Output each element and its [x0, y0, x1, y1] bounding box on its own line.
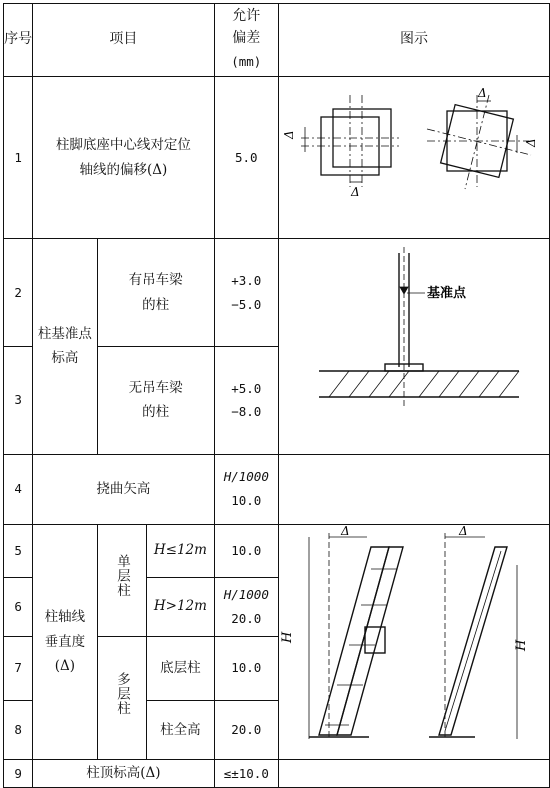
single-layer-label: 单层柱 — [114, 554, 131, 598]
header-tolerance-unit: (mm) — [231, 53, 262, 69]
row1-item-line1: 柱脚底座中心线对定位 — [55, 137, 191, 154]
left-delta-label: Δ — [340, 524, 350, 538]
row2-sub-line2: 的柱 — [142, 296, 170, 313]
left-column-offset — [337, 547, 403, 735]
row5-value: 10.0 — [214, 524, 278, 577]
right-delta-label: Δ — [458, 524, 468, 538]
group-elevation-line2: 标高 — [51, 350, 79, 367]
left-column-outline — [319, 547, 389, 735]
single-layer-cell — [97, 524, 147, 636]
hatch-7 — [479, 371, 499, 397]
header-tolerance — [214, 4, 278, 77]
delta-label-top: Δ — [477, 86, 487, 100]
hatch-9 — [389, 371, 409, 397]
row3-sub-line1: 无吊车梁 — [128, 379, 183, 396]
header-item: 项目 — [33, 4, 214, 77]
group-verticality-line3: (Δ) — [54, 657, 76, 674]
delta-label-right: Δ — [523, 138, 538, 147]
hatch-8 — [499, 371, 519, 397]
row8-no: 8 — [4, 700, 33, 759]
row1-value: 5.0 — [214, 77, 278, 239]
row4-no: 4 — [4, 454, 33, 524]
row3-sub-line2: 的柱 — [142, 404, 170, 421]
row4-item: 挠曲矢高 — [33, 454, 214, 524]
table-row-4 — [4, 454, 550, 524]
hatch-2 — [349, 371, 369, 397]
left-height-label: H — [279, 631, 295, 643]
row2-sub — [97, 239, 214, 347]
row1-item — [33, 77, 214, 239]
row7-value: 10.0 — [214, 636, 278, 700]
verticality-figure-cell — [278, 524, 549, 759]
multi-layer-label: 多层柱 — [114, 671, 131, 716]
group-verticality — [33, 524, 97, 759]
multi-layer-cell — [97, 636, 147, 759]
row1-no: 1 — [4, 77, 33, 239]
row4-value-line1: H/1000 — [223, 469, 269, 485]
right-height-label: H — [513, 639, 529, 651]
row9-item: 柱顶标高(Δ) — [33, 759, 214, 787]
row6-cond: H>12m — [147, 577, 214, 636]
header-tolerance-line1: 允许 — [232, 8, 261, 25]
table-row-1 — [4, 77, 550, 239]
row3-sub — [97, 346, 214, 454]
row2-sub-line1: 有吊车梁 — [128, 272, 183, 289]
hatch-1 — [329, 371, 349, 397]
row3-value-line1: +5.0 — [231, 380, 262, 396]
row2-value-line2: −5.0 — [231, 296, 262, 312]
elevation-figure-cell — [278, 239, 549, 454]
reference-marker — [400, 287, 408, 294]
table-row-5 — [4, 524, 550, 577]
group-verticality-line2: 垂直度 — [44, 633, 86, 650]
right-column-center — [445, 551, 501, 731]
tolerance-table — [3, 3, 550, 788]
row5-cond: H≤12m — [147, 524, 214, 577]
row6-value-line2: 20.0 — [231, 610, 262, 626]
row8-cond: 柱全高 — [147, 700, 214, 759]
row2-no: 2 — [4, 239, 33, 347]
row8-value: 20.0 — [214, 700, 278, 759]
row2-value-line1: +3.0 — [231, 272, 262, 288]
row6-no: 6 — [4, 577, 33, 636]
group-elevation — [33, 239, 97, 454]
header-no: 序号 — [4, 4, 33, 77]
row1-figure — [278, 77, 549, 239]
row3-value — [214, 346, 278, 454]
delta-label-left: Δ — [281, 130, 296, 139]
centerline-v4 — [465, 95, 489, 189]
row6-value-line1: H/1000 — [223, 586, 269, 602]
hatch-6 — [459, 371, 479, 397]
row9-figure-empty — [278, 759, 549, 787]
row9-no: 9 — [4, 759, 33, 787]
delta-label-bottom: Δ — [350, 185, 360, 199]
table-row-2 — [4, 239, 550, 347]
base-offset-diagram — [279, 77, 549, 230]
header-row — [4, 4, 550, 77]
row6-value — [214, 577, 278, 636]
row4-value-line2: 10.0 — [231, 493, 262, 509]
header-figure: 图示 — [278, 4, 549, 77]
row3-no: 3 — [4, 346, 33, 454]
row2-value — [214, 239, 278, 347]
elevation-diagram — [279, 239, 549, 445]
hatch-3 — [369, 371, 389, 397]
group-elevation-line1: 柱基准点 — [37, 326, 92, 343]
row7-cond: 底层柱 — [147, 636, 214, 700]
row7-no: 7 — [4, 636, 33, 700]
hatch-4 — [419, 371, 439, 397]
row5-no: 5 — [4, 524, 33, 577]
group-verticality-line1: 柱轴线 — [44, 609, 86, 626]
row1-item-line2: 轴线的偏移(Δ) — [79, 161, 168, 178]
row9-value: ≤±10.0 — [214, 759, 278, 787]
table-row-9 — [4, 759, 550, 787]
reference-point-label: 基准点 — [426, 286, 466, 302]
hatch-5 — [439, 371, 459, 397]
row3-value-line2: −8.0 — [231, 404, 262, 420]
row4-figure-empty — [278, 454, 549, 524]
verticality-diagram — [279, 525, 549, 751]
row4-value — [214, 454, 278, 524]
header-tolerance-line2: 偏差 — [232, 30, 261, 47]
